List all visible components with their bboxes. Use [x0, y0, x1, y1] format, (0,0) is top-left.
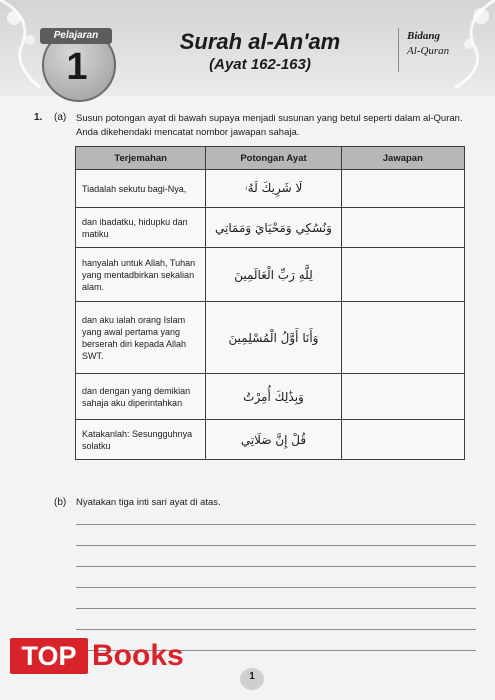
translation-cell: Tiadalah sekutu bagi-Nya,: [76, 170, 206, 208]
ayat-cell: لِلَّهِ رَبِّ الْعَالَمِينَ: [206, 248, 341, 302]
answer-line[interactable]: [76, 566, 476, 567]
ayat-cell: وَبِذَٰلِكَ أُمِرْتُ: [206, 374, 341, 420]
ayat-cell: قُلْ إِنَّ صَلَاتِي: [206, 420, 341, 460]
answer-line[interactable]: [76, 587, 476, 588]
answer-line[interactable]: [76, 608, 476, 609]
page-title: Surah al-An'am: [179, 29, 341, 54]
field-value: Al-Quran: [407, 45, 450, 57]
translation-cell: dan aku ialah orang Islam yang awal pertama yang berserah diri kepada Allah SWT.: [76, 302, 206, 374]
answer-cell[interactable]: [341, 248, 464, 302]
table-header-row: [76, 147, 465, 170]
translation-cell: dan ibadatku, hidupku dan matiku: [76, 208, 206, 248]
part-b-instruction: Nyatakan tiga inti sari ayat di atas.: [76, 497, 221, 508]
part-b-label: (b): [54, 497, 67, 508]
answer-cell[interactable]: [341, 208, 464, 248]
ayat-cell: وَأَنَا أَوَّلُ الْمُسْلِمِينَ: [206, 302, 341, 374]
answer-table: [75, 146, 465, 460]
column-header-ayat: Potongan Ayat: [206, 147, 341, 170]
page-subtitle: (Ayat 162-163): [209, 56, 311, 73]
table-row: [76, 248, 465, 302]
part-a-instruction: Susun potongan ayat di bawah supaya menjadi susunan yang betul seperti dalam al-Quran. Anda dikehendaki mencatat nombor jawapan sahaja.: [76, 113, 463, 138]
ayat-cell: لَا شَرِيكَ لَهُۥ: [206, 170, 341, 208]
lesson-number: 1: [66, 46, 88, 88]
column-header-answer: Jawapan: [341, 147, 464, 170]
page-number: 1: [249, 671, 255, 682]
answer-cell[interactable]: [341, 170, 464, 208]
table-row: [76, 170, 465, 208]
answer-cell[interactable]: [341, 302, 464, 374]
logo-books-text: Books: [92, 639, 184, 672]
field-box: [398, 28, 475, 72]
ayat-cell: وَنُسُكِي وَمَحْيَايَ وَمَمَاتِي: [206, 208, 341, 248]
answer-line[interactable]: [76, 545, 476, 546]
translation-cell: hanyalah untuk Allah, Tuhan yang mentadbirkan sekalian alam.: [76, 248, 206, 302]
field-label: Bidang: [407, 30, 441, 42]
table-row: [76, 374, 465, 420]
translation-cell: Katakanlah: Sesungguhnya solatku: [76, 420, 206, 460]
answer-line[interactable]: [76, 524, 476, 525]
lesson-label: Pelajaran: [40, 28, 112, 44]
table-row: [76, 420, 465, 460]
table-row: [76, 208, 465, 248]
translation-cell: dan dengan yang demikian sahaja aku diperintahkan: [76, 374, 206, 420]
column-header-translation: Terjemahan: [76, 147, 206, 170]
table-row: [76, 302, 465, 374]
answer-cell[interactable]: [341, 420, 464, 460]
logo-top-text: TOP: [10, 638, 88, 674]
topbooks-logo: [4, 636, 190, 680]
answer-line[interactable]: [76, 629, 476, 630]
answer-cell[interactable]: [341, 374, 464, 420]
part-a-label: (a): [54, 112, 67, 123]
question-number: 1.: [34, 112, 43, 123]
